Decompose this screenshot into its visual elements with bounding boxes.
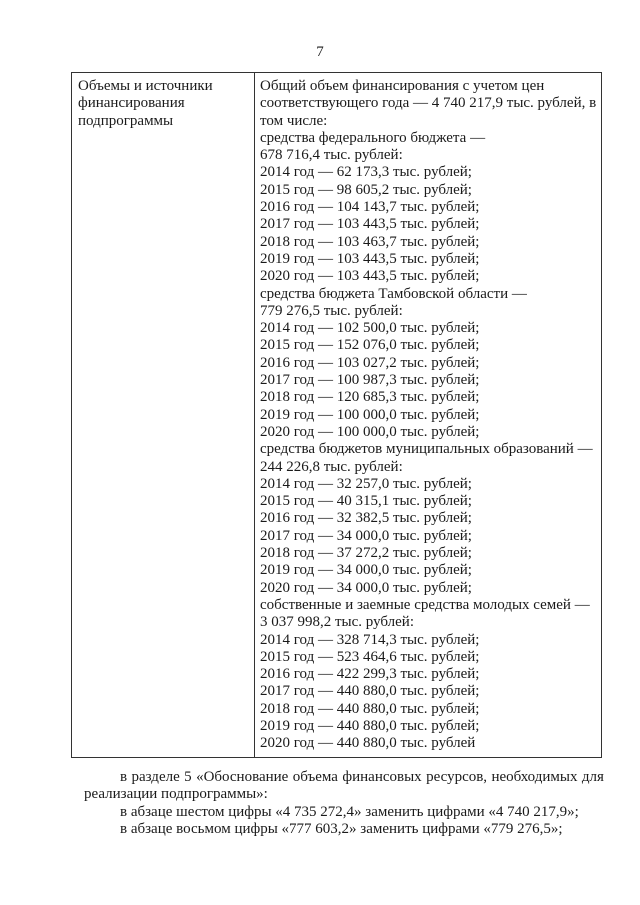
table-label-line: Объемы и источники <box>78 78 213 94</box>
paragraph-word: ресурсов, <box>426 769 488 785</box>
table-value-line: 3 037 998,2 тыс. рублей: <box>260 614 414 631</box>
table-value-line: 2016 год — 103 027,2 тыс. рублей; <box>260 354 480 371</box>
paragraph-word: финансовых <box>342 769 422 785</box>
table-value-line: 2019 год — 103 443,5 тыс. рублей; <box>260 250 480 267</box>
paragraph-abzac-8: в абзаце восьмом цифры «777 603,2» заменить цифрами «779 276,5»; <box>120 820 563 837</box>
paragraph-word: в <box>120 769 128 785</box>
table-value-line: 2017 год — 34 000,0 тыс. рублей; <box>260 527 472 544</box>
table-label-line: финансирования <box>78 95 185 112</box>
table-value-line: 2018 год — 103 463,7 тыс. рублей; <box>260 233 480 250</box>
table-value-line: 2020 год — 103 443,5 тыс. рублей; <box>260 268 480 285</box>
table-value-line: 2016 год — 422 299,3 тыс. рублей; <box>260 666 480 683</box>
table-value-line: 2017 год — 100 987,3 тыс. рублей; <box>260 372 480 389</box>
amendment-text <box>84 769 604 838</box>
table-value-line: 2014 год — 328 714,3 тыс. рублей; <box>260 631 480 648</box>
table-column-divider <box>254 73 255 757</box>
table-value-line: средства бюджетов муниципальных образований — <box>260 441 593 458</box>
table-value-line: 2016 год — 104 143,7 тыс. рублей; <box>260 199 480 216</box>
table-value-line: 2015 год — 523 464,6 тыс. рублей; <box>260 648 480 665</box>
paragraph-word: объема <box>292 769 338 785</box>
table-value-line: 2015 год — 40 315,1 тыс. рублей; <box>260 493 472 510</box>
table-value-line: 2019 год — 34 000,0 тыс. рублей; <box>260 562 472 579</box>
table-value-line: 2019 год — 100 000,0 тыс. рублей; <box>260 406 480 423</box>
table-label-line: подпрограммы <box>78 112 174 129</box>
table-value-line: 2015 год — 152 076,0 тыс. рублей; <box>260 337 480 354</box>
paragraph-word: 5 <box>184 769 192 785</box>
financing-table <box>71 72 602 758</box>
table-value-line: 2018 год — 120 685,3 тыс. рублей; <box>260 389 480 406</box>
table-value-line: том числе: <box>260 112 328 129</box>
paragraph-word: разделе <box>131 769 180 785</box>
paragraph-section-5-line-2: реализации подпрограммы»: <box>84 786 268 803</box>
table-value-line: 2020 год — 34 000,0 тыс. рублей; <box>260 579 472 596</box>
table-value-line: собственные и заемные средства молодых семей — <box>260 596 590 613</box>
table-value-cell <box>260 78 600 753</box>
table-value-line: 2014 год — 102 500,0 тыс. рублей; <box>260 320 480 337</box>
table-value-line: 2017 год — 103 443,5 тыс. рублей; <box>260 216 480 233</box>
table-value-line: 244 226,8 тыс. рублей: <box>260 458 403 475</box>
table-value-line: 2020 год — 440 880,0 тыс. рублей <box>260 735 476 752</box>
table-value-line: 2020 год — 100 000,0 тыс. рублей; <box>260 423 480 440</box>
table-value-line: 2014 год — 62 173,3 тыс. рублей; <box>260 164 472 181</box>
paragraph-word: необходимых <box>491 769 578 785</box>
table-value-line: 678 716,4 тыс. рублей: <box>260 147 403 164</box>
table-value-line: средства бюджета Тамбовской области — <box>260 285 527 302</box>
table-value-line: 779 276,5 тыс. рублей: <box>260 302 403 319</box>
table-value-line: соответствующего года — 4 740 217,9 тыс. рублей, в <box>260 95 597 112</box>
table-value-line: Общий объем финансирования с учетом цен <box>260 78 545 94</box>
paragraph-word: для <box>581 769 604 785</box>
table-label-cell <box>78 78 250 130</box>
paragraph-section-5-line-1 <box>84 769 604 786</box>
table-value-line: 2018 год — 440 880,0 тыс. рублей; <box>260 700 480 717</box>
paragraph-word: «Обоснование <box>196 769 289 785</box>
table-value-line: 2015 год — 98 605,2 тыс. рублей; <box>260 181 472 198</box>
table-value-line: 2019 год — 440 880,0 тыс. рублей; <box>260 717 480 734</box>
paragraph-abzac-6: в абзаце шестом цифры «4 735 272,4» заменить цифрами «4 740 217,9»; <box>120 803 579 820</box>
page-number: 7 <box>316 44 324 60</box>
table-value-line: 2017 год — 440 880,0 тыс. рублей; <box>260 683 480 700</box>
table-value-line: 2018 год — 37 272,2 тыс. рублей; <box>260 545 472 562</box>
table-value-line: 2014 год — 32 257,0 тыс. рублей; <box>260 475 472 492</box>
table-value-line: 2016 год — 32 382,5 тыс. рублей; <box>260 510 472 527</box>
table-value-line: средства федерального бюджета — <box>260 129 486 146</box>
